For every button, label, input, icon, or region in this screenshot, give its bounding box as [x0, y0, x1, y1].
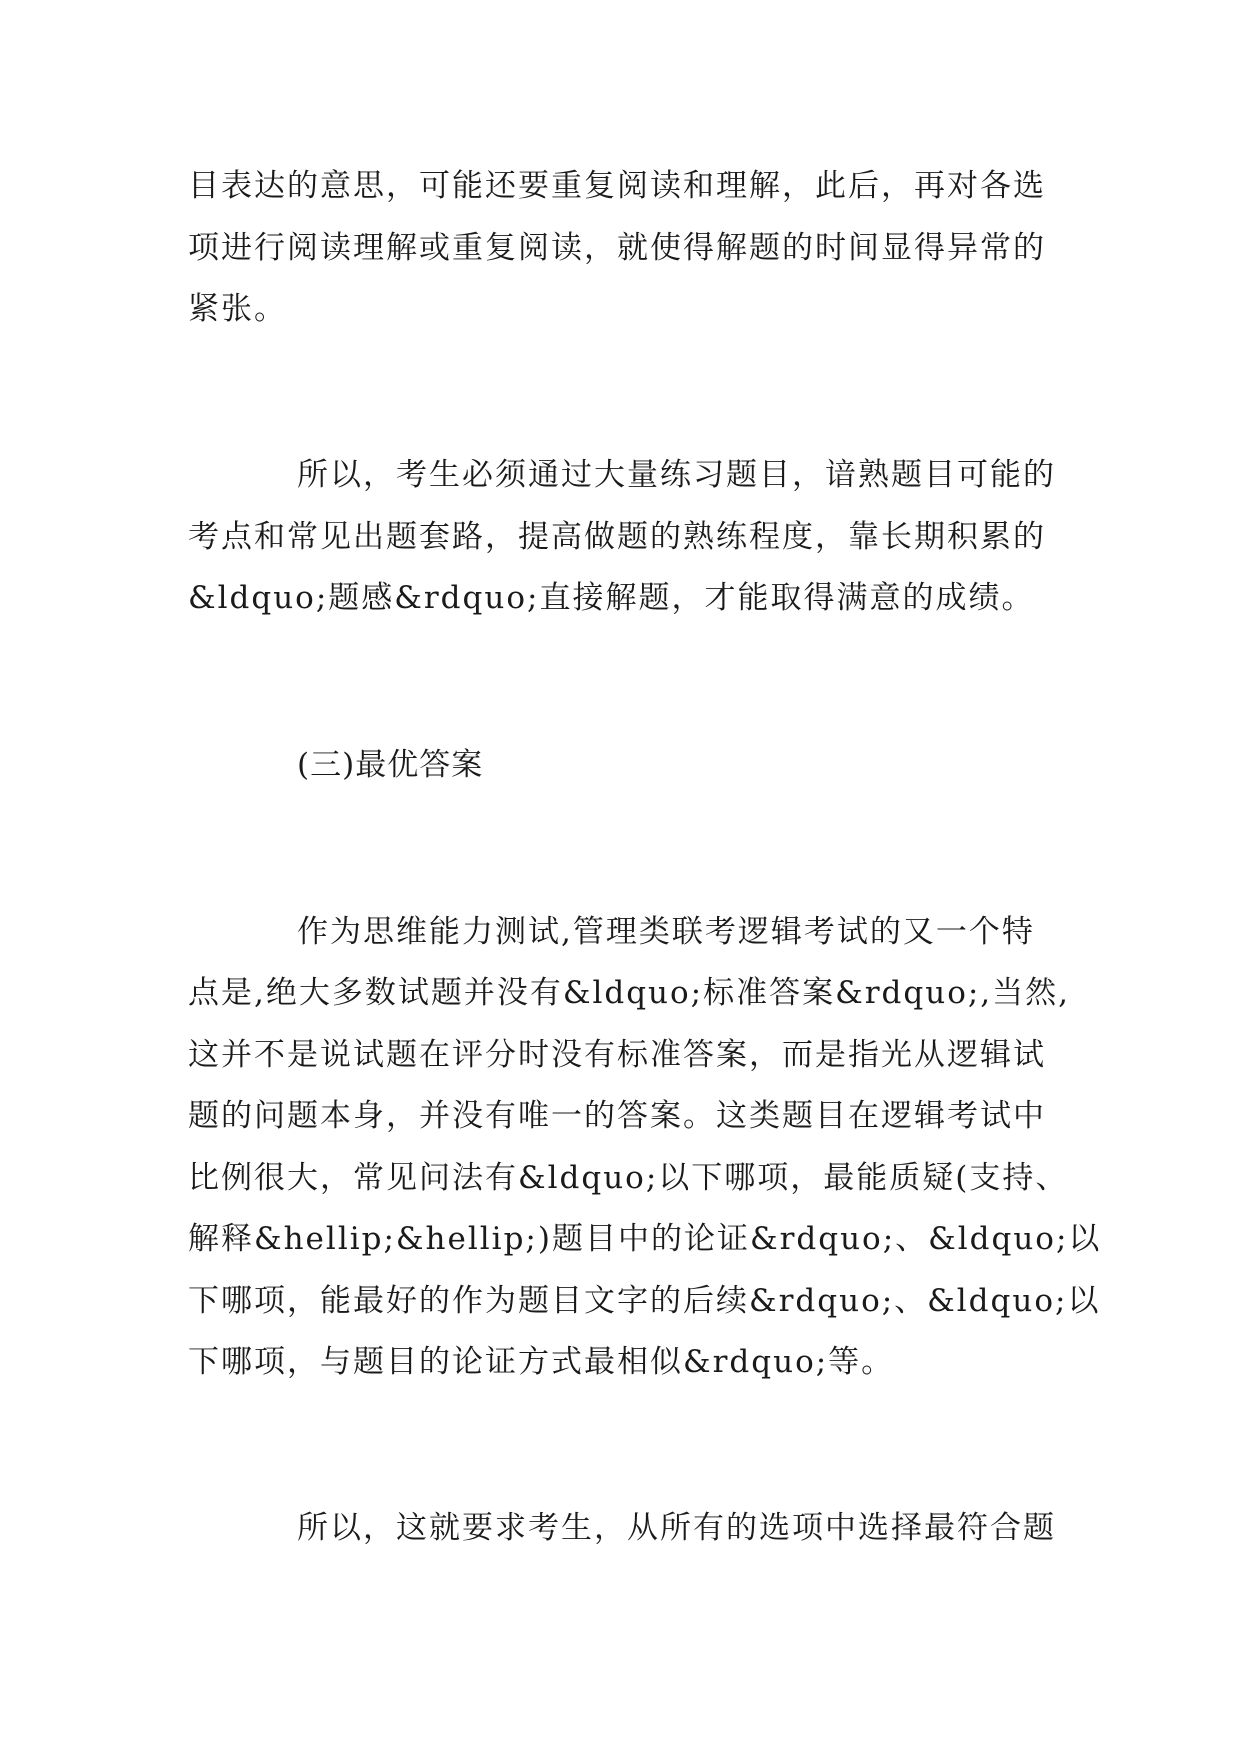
paragraph-line: 点是,绝大多数试题并没有&ldquo;标准答案&rdquo;,当然, [188, 975, 1071, 1011]
section-heading: (三)最优答案 [297, 747, 484, 783]
paragraph-line: 题的问题本身，并没有唯一的答案。这类题目在逻辑考试中 [188, 1098, 1046, 1134]
paragraph-line: &ldquo;题感&rdquo;直接解题，才能取得满意的成绩。 [188, 580, 1035, 616]
paragraph-line: 作为思维能力测试,管理类联考逻辑考试的又一个特 [297, 914, 1035, 950]
paragraph-line: 目表达的意思，可能还要重复阅读和理解，此后，再对各选 [188, 168, 1046, 204]
paragraph-line: 下哪项，能最好的作为题目文字的后续&rdquo;、&ldquo;以 [188, 1283, 1101, 1319]
paragraph-line: 项进行阅读理解或重复阅读，就使得解题的时间显得异常的 [188, 230, 1046, 266]
paragraph-line: 所以，这就要求考生，从所有的选项中选择最符合题 [297, 1510, 1056, 1546]
paragraph-line: 紧张。 [188, 291, 287, 327]
paragraph-line: 考点和常见出题套路，提高做题的熟练程度，靠长期积累的 [188, 519, 1046, 555]
paragraph-line: 这并不是说试题在评分时没有标准答案，而是指光从逻辑试 [188, 1037, 1046, 1073]
paragraph-line: 下哪项，与题目的论证方式最相似&rdquo;等。 [188, 1344, 895, 1380]
paragraph-line: 解释&hellip;&hellip;)题目中的论证&rdquo;、&ldquo;以 [188, 1221, 1102, 1257]
paragraph-line: 所以，考生必须通过大量练习题目，谙熟题目可能的 [297, 457, 1056, 493]
paragraph-line: 比例很大，常见问法有&ldquo;以下哪项，最能质疑(支持、 [188, 1160, 1069, 1196]
